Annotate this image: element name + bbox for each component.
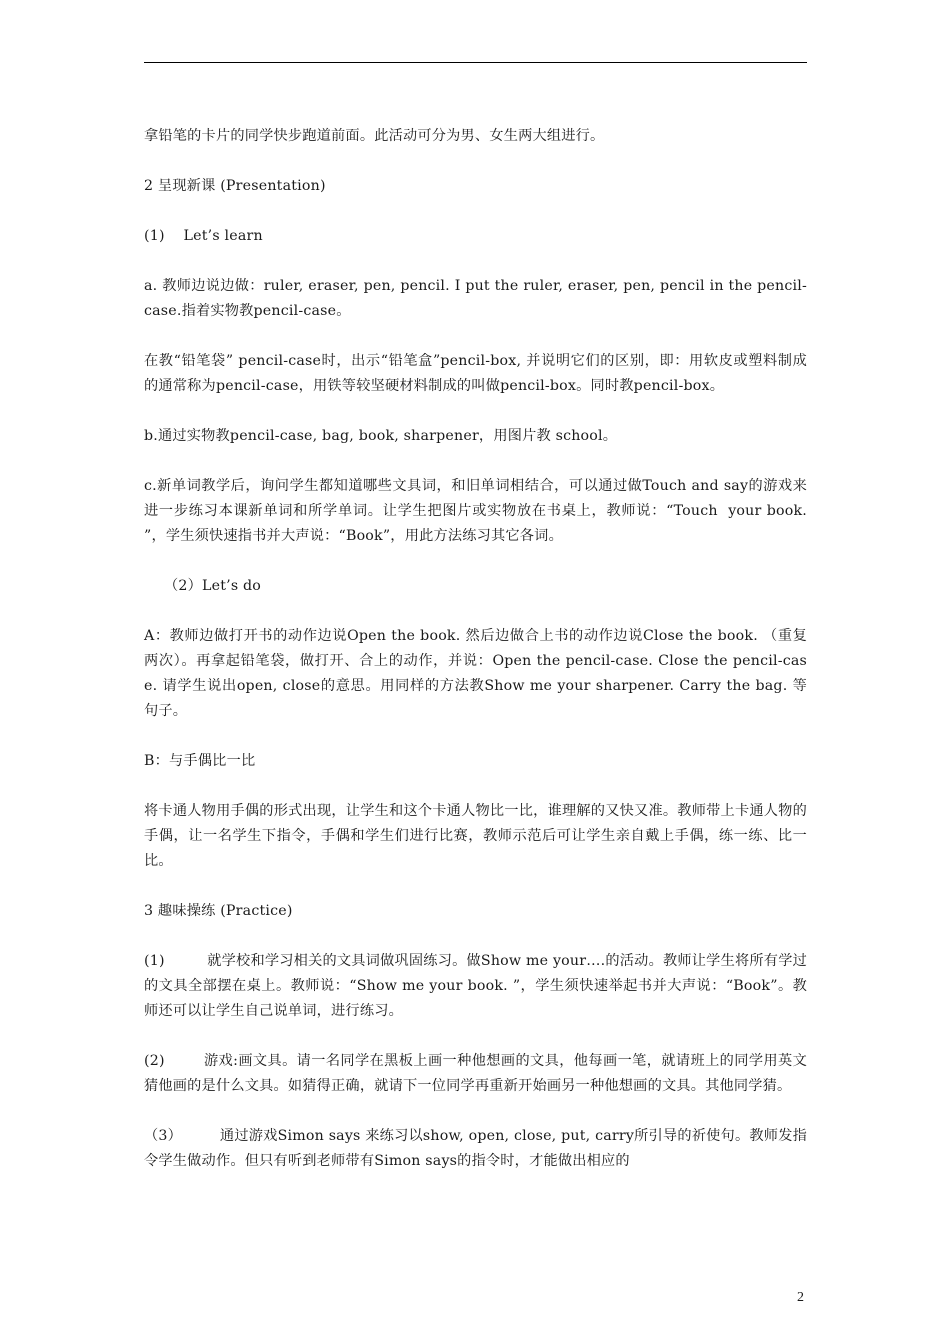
- paragraph-step-a: a. 教师边说边做：ruler, eraser, pen, pencil. I put the ruler, eraser, pen, pencil in the pencil-case.指着实物教pencil-case。: [144, 278, 807, 319]
- subheading-lets-learn: (1) Let’s learn: [144, 228, 263, 244]
- paragraph-step-b: b.通过实物教pencil-case, bag, book, sharpener，用图片教 school。: [144, 428, 618, 444]
- paragraph-practice-3: （3） 通过游戏Simon says 来练习以show, open, close, put, carry所引导的祈使句。教师发指令学生做动作。但只有听到老师带有Simon says的指令时，才能做出相应的: [144, 1128, 807, 1169]
- paragraph-step-c: c.新单词教学后，询问学生都知道哪些文具词，和旧单词相结合，可以通过做Touch and say的游戏来进一步练习本课新单词和所学单词。让学生把图片或实物放在书桌上，教师说：“Touch your book. ”，学生须快速指书并大声说：“Book”，用此方法练习其它各词。: [144, 478, 812, 544]
- section-heading-practice: 3 趣味操练 (Practice): [144, 903, 293, 919]
- paragraph-continuation: 拿铅笔的卡片的同学快步跑道前面。此活动可分为男、女生两大组进行。: [144, 128, 605, 144]
- paragraph-puppet-game: 将卡通人物用手偶的形式出现，让学生和这个卡通人物比一比，谁理解的又快又准。教师带上卡通人物的手偶，让一名学生下指令，手偶和学生们进行比赛，教师示范后可让学生亲自戴上手偶，练一练、比一比。: [144, 803, 807, 869]
- page-number: 2: [797, 1290, 804, 1305]
- paragraph-activity-b-title: B：与手偶比一比: [144, 753, 256, 769]
- document-body: [144, 124, 812, 1199]
- paragraph-activity-a: A：教师边做打开书的动作边说Open the book. 然后边做合上书的动作边说Close the book. （重复两次）。再拿起铅笔袋，做打开、合上的动作，并说：Open the pencil-case. Close the pencil-case. 请学生说出open, close的意思。用同样的方法教Show me your sharpener. Carry the bag. 等句子。: [144, 628, 807, 719]
- paragraph-practice-1: (1) 就学校和学习相关的文具词做巩固练习。做Show me your….的活动。教师让学生将所有学过的文具全部摆在桌上。教师说：“Show me your book. ”，学生须快速举起书并大声说：“Book”。教师还可以让学生自己说单词，进行练习。: [144, 953, 807, 1019]
- paragraph-practice-2: (2) 游戏:画文具。请一名同学在黑板上画一种他想画的文具，他每画一笔，就请班上的同学用英文猜他画的是什么文具。如猜得正确，就请下一位同学再重新开始画另一种他想画的文具。其他同学猜。: [144, 1053, 807, 1094]
- subheading-lets-do: （2）Let’s do: [164, 578, 262, 594]
- paragraph-pencil-case-box: 在教“铅笔袋” pencil-case时，出示“铅笔盒”pencil-box, 并说明它们的区别，即：用软皮或塑料制成的通常称为pencil-case，用铁等较坚硬材料制成的叫做pencil-box。同时教pencil-box。: [144, 353, 807, 394]
- section-heading-presentation: 2 呈现新课 (Presentation): [144, 178, 326, 194]
- header-rule: [144, 62, 807, 63]
